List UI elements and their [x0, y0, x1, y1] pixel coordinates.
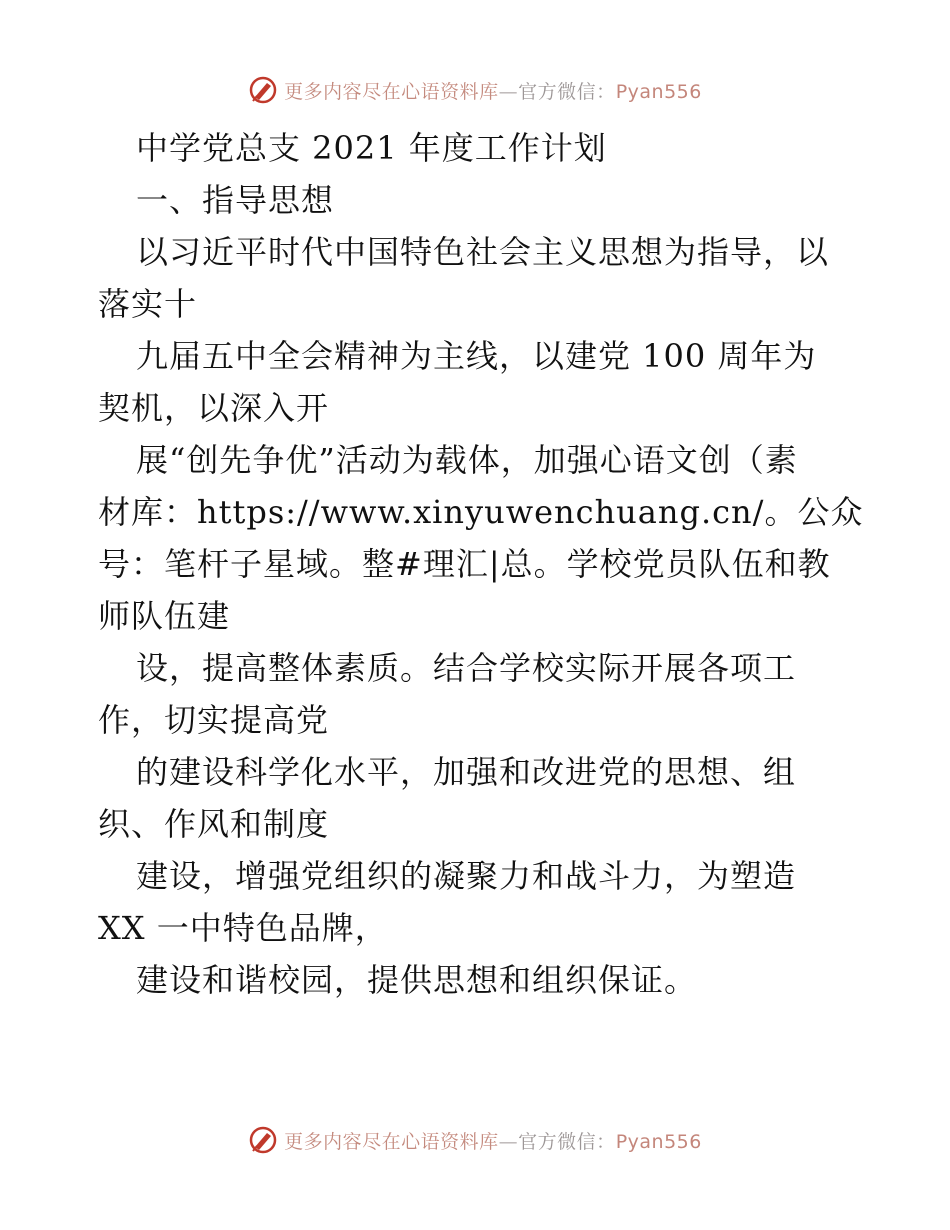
text-line: 契机，以深入开: [98, 389, 330, 427]
text-line: 设，提高整体素质。结合学校实际开展各项工: [136, 649, 797, 687]
banner-separator: —: [498, 1130, 519, 1153]
text-line: 的建设科学化水平，加强和改进党的思想、组: [136, 753, 797, 791]
text-line: 建设和谐校园，提供思想和组织保证。: [136, 961, 698, 999]
banner-wechat-id: Pyan556: [615, 1130, 702, 1153]
text-line: 师队伍建: [98, 597, 231, 635]
section-heading: 一、指导思想: [136, 181, 335, 219]
banner-wechat-id: Pyan556: [615, 80, 702, 103]
banner-brand: 更多内容尽在心语资料库: [284, 1130, 499, 1153]
text-line: 以习近平时代中国特色社会主义思想为指导，以: [136, 233, 830, 271]
banner-text: [284, 1127, 702, 1154]
banner-brand: 更多内容尽在心语资料库: [284, 80, 499, 103]
banner-wechat-label: 官方微信：: [518, 1130, 616, 1153]
pen-nib-circle-icon: [248, 1125, 278, 1155]
text-line: 织、作风和制度: [98, 805, 330, 843]
text-line: 展“创先争优”活动为载体，加强心语文创（素: [136, 441, 798, 479]
banner-separator: —: [498, 80, 519, 103]
text-line: 号：笔杆子星域。整#理汇|总。学校党员队伍和教: [98, 545, 831, 583]
text-line: 落实十: [98, 285, 198, 323]
pen-nib-circle-icon: [248, 75, 278, 105]
text-line: 作，切实提高党: [98, 701, 330, 739]
header-banner: [0, 70, 950, 110]
text-line: 材库：https://www.xinyuwenchuang.cn/。公众: [98, 493, 864, 531]
banner-text: [284, 77, 702, 104]
document-body: [98, 122, 864, 1006]
document-title: 中学党总支 2021 年度工作计划: [136, 129, 607, 167]
footer-banner: [0, 1120, 950, 1160]
text-line: XX 一中特色品牌，: [98, 909, 388, 947]
banner-wechat-label: 官方微信：: [518, 80, 616, 103]
text-line: 九届五中全会精神为主线，以建党 100 周年为: [136, 337, 817, 375]
text-line: 建设，增强党组织的凝聚力和战斗力，为塑造: [136, 857, 797, 895]
